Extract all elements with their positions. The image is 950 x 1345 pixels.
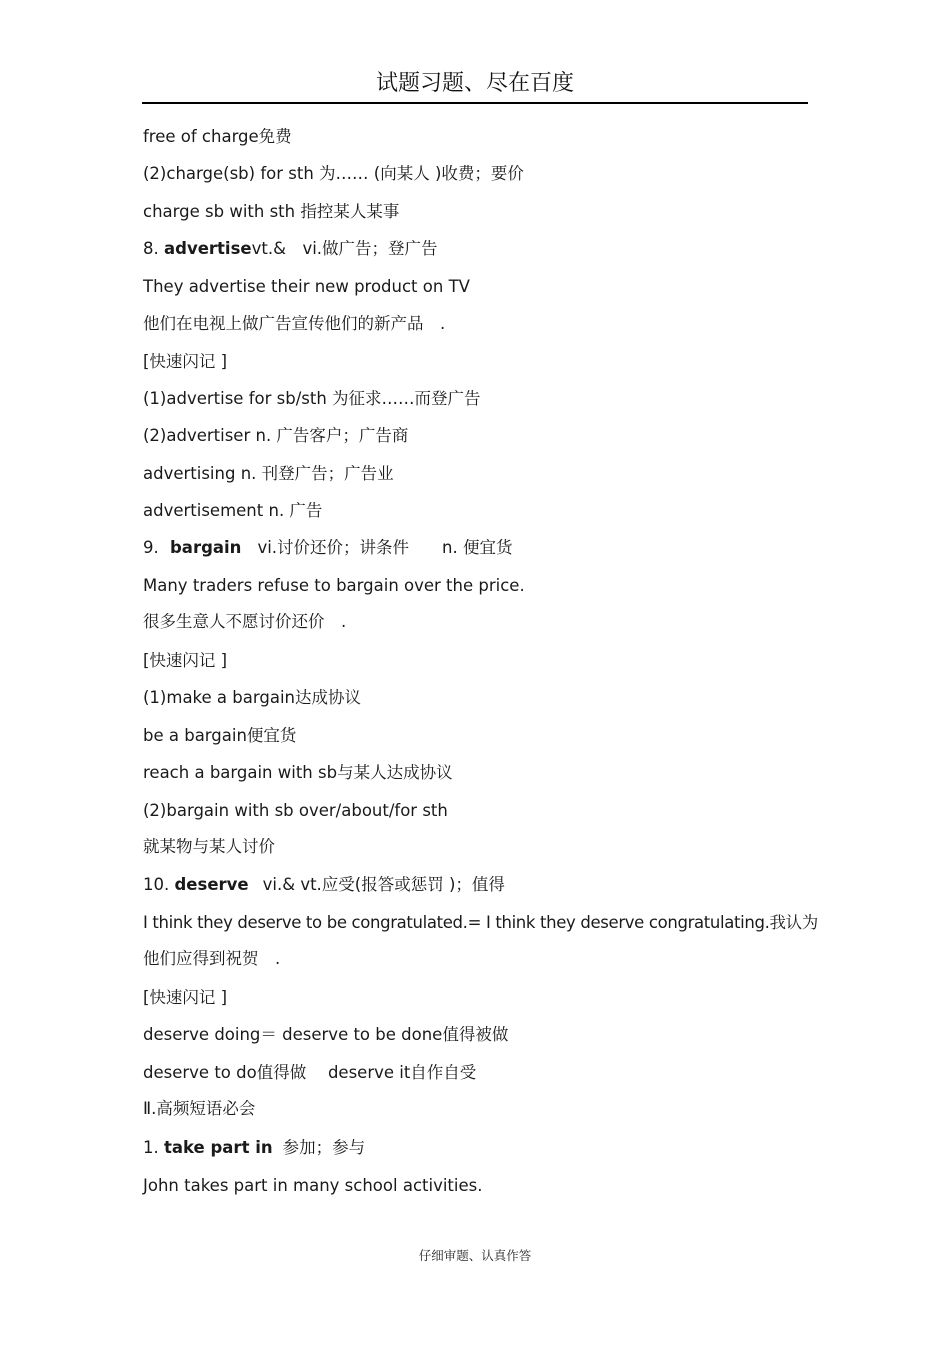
text-line: be a bargain便宜货	[143, 726, 297, 745]
section-heading: Ⅱ.高频短语必会	[143, 1099, 256, 1118]
text-line: charge sb with sth 指控某人某事	[143, 202, 400, 221]
text-line: (2)charge(sb) for sth 为…… (向某人 )收费；要价	[143, 164, 524, 183]
entry-pos: 参加；参与	[282, 1138, 366, 1157]
entry-number: 8.	[143, 239, 159, 258]
text-line: 就某物与某人讨价	[143, 837, 275, 856]
text-line: reach a bargain with sb与某人达成协议	[143, 763, 453, 782]
text-line: 他们应得到祝贺 .	[143, 949, 281, 968]
vocab-entry-advertise	[143, 238, 438, 260]
text-line: (2)advertiser n. 广告客户；广告商	[143, 426, 409, 445]
entry-word: take part in	[164, 1138, 273, 1157]
text-line: free of charge免费	[143, 127, 292, 146]
text-line: advertising n. 刊登广告；广告业	[143, 464, 394, 483]
entry-pos: vi.讨价还价；讲条件 n. 便宜货	[257, 538, 513, 557]
entry-pos: vt.& vi.做广告；登广告	[251, 239, 438, 258]
text-line: (1)make a bargain达成协议	[143, 688, 361, 707]
text-line: (1)advertise for sb/sth 为征求……而登广告	[143, 389, 481, 408]
vocab-entry-bargain	[143, 537, 512, 559]
phrase-entry-take-part-in	[143, 1137, 365, 1159]
text-line: John takes part in many school activities.	[143, 1176, 483, 1195]
text-line: [快速闪记 ]	[143, 988, 228, 1007]
text-line: 很多生意人不愿讨价还价 .	[143, 612, 347, 631]
entry-pos: vi.& vt.应受(报答或惩罚 )；值得	[262, 875, 505, 894]
page-header	[142, 68, 808, 104]
text-line: deserve doing＝ deserve to be done值得被做	[143, 1025, 509, 1044]
text-line: [快速闪记 ]	[143, 352, 228, 371]
entry-word: bargain	[170, 538, 242, 557]
text-line: (2)bargain with sb over/about/for sth	[143, 801, 448, 820]
entry-number: 1.	[143, 1138, 159, 1157]
entry-word: advertise	[164, 239, 252, 258]
text-line: Many traders refuse to bargain over the price.	[143, 576, 525, 595]
text-line: They advertise their new product on TV	[143, 277, 470, 296]
text-line: 他们在电视上做广告宣传他们的新产品 .	[143, 314, 446, 333]
text-line: advertisement n. 广告	[143, 501, 323, 520]
entry-number: 10.	[143, 875, 170, 894]
page-footer: 仔细审题、认真作答	[418, 1248, 532, 1263]
header-title: 试题习题、尽在百度	[375, 71, 574, 96]
text-line: I think they deserve to be congratulated.= I think they deserve congratulating.我认为	[143, 913, 818, 932]
text-line: [快速闪记 ]	[143, 651, 228, 670]
entry-word: deserve	[174, 875, 249, 894]
text-line: deserve to do值得做 deserve it自作自受	[143, 1063, 477, 1082]
entry-number: 9.	[143, 538, 159, 557]
vocab-entry-deserve	[143, 874, 505, 896]
